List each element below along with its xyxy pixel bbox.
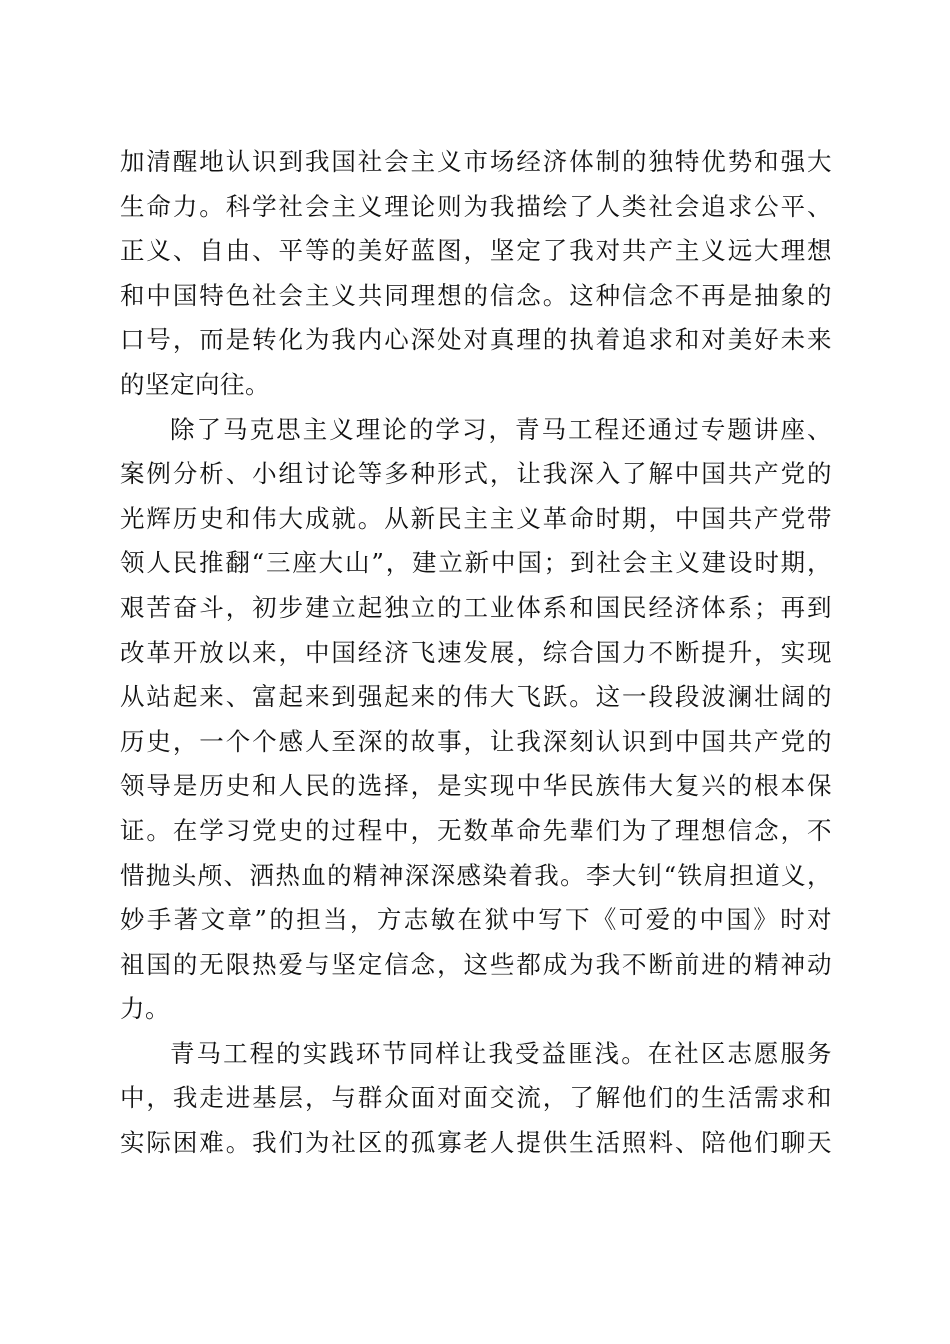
paragraph-2-line-3: 光辉历史和伟大成就。从新民主主义革命时期，中国共产党带 xyxy=(120,503,832,533)
paragraph-1-line-6: 的坚定向往。 xyxy=(120,369,270,399)
paragraph-3-line-1: 青马工程的实践环节同样让我受益匪浅。在社区志愿服务 xyxy=(170,1038,832,1068)
paragraph-2-line-10: 证。在学习党史的过程中，无数革命先辈们为了理想信念，不 xyxy=(120,815,832,845)
paragraph-3-line-3: 实际困难。我们为社区的孤寡老人提供生活照料、陪他们聊天 xyxy=(120,1128,832,1158)
paragraph-3-line-2: 中，我走进基层，与群众面对面交流，了解他们的生活需求和 xyxy=(120,1083,832,1113)
paragraph-1-line-4: 和中国特色社会主义共同理想的信念。这种信念不再是抽象的 xyxy=(120,280,832,310)
paragraph-1-line-5: 口号，而是转化为我内心深处对真理的执着追求和对美好未来 xyxy=(120,325,832,355)
paragraph-1-line-1: 加清醒地认识到我国社会主义市场经济体制的独特优势和强大 xyxy=(120,147,832,176)
paragraph-2-line-2: 案例分析、小组讨论等多种形式，让我深入了解中国共产党的 xyxy=(120,459,832,489)
paragraph-2-line-11: 惜抛头颅、洒热血的精神深深感染着我。李大钊“铁肩担道义， xyxy=(120,860,832,890)
paragraph-2-line-5: 艰苦奋斗，初步建立起独立的工业体系和国民经济体系；再到 xyxy=(120,592,832,622)
body-text xyxy=(120,140,832,1166)
paragraph-2-line-12: 妙手著文章”的担当，方志敏在狱中写下《可爱的中国》时对 xyxy=(120,905,832,935)
paragraph-2-line-14: 力。 xyxy=(120,994,170,1024)
paragraph-2-line-9: 领导是历史和人民的选择，是实现中华民族伟大复兴的根本保 xyxy=(120,771,832,801)
paragraph-2-line-8: 历史，一个个感人至深的故事，让我深刻认识到中国共产党的 xyxy=(120,726,832,756)
paragraph-2-line-6: 改革开放以来，中国经济飞速发展，综合国力不断提升，实现 xyxy=(120,637,832,667)
paragraph-1-line-3: 正义、自由、平等的美好蓝图，坚定了我对共产主义远大理想 xyxy=(120,236,832,266)
paragraph-1-line-2: 生命力。科学社会主义理论则为我描绘了人类社会追求公平、 xyxy=(120,191,832,221)
paragraph-2-line-7: 从站起来、富起来到强起来的伟大飞跃。这一段段波澜壮阔的 xyxy=(120,682,832,712)
paragraph-2-line-4: 领人民推翻“三座大山”，建立新中国；到社会主义建设时期， xyxy=(120,548,832,578)
paragraph-2-line-13: 祖国的无限热爱与坚定信念，这些都成为我不断前进的精神动 xyxy=(120,949,832,979)
paragraph-2-line-1: 除了马克思主义理论的学习，青马工程还通过专题讲座、 xyxy=(170,414,832,444)
